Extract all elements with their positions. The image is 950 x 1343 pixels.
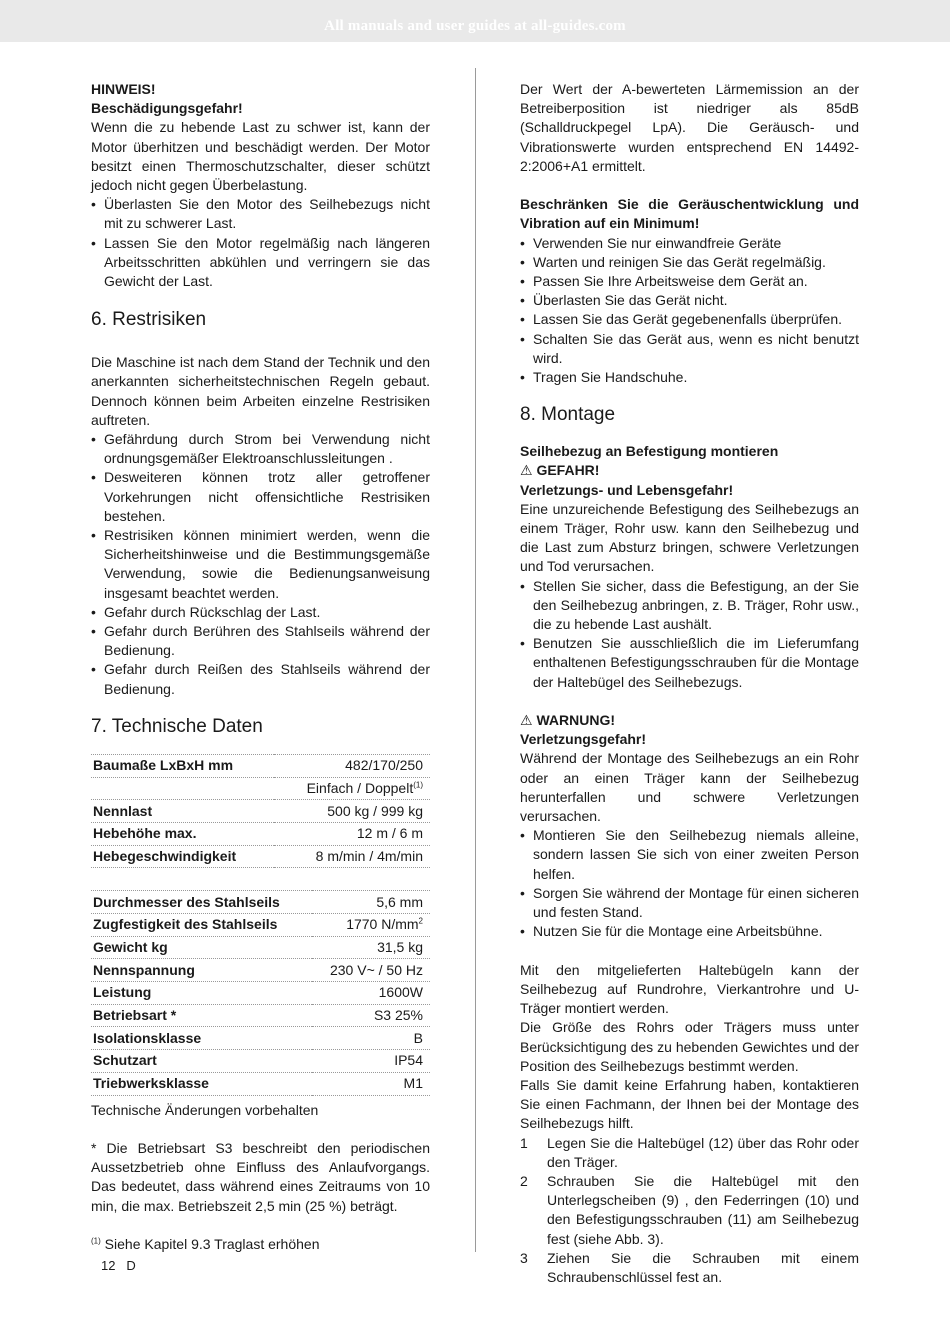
noise-list [520,234,859,388]
table-row [91,1050,430,1073]
spec-value [274,777,430,800]
column-divider [475,68,476,1252]
spec-key: Nennspannung [91,959,312,982]
list-item: • Lassen Sie den Motor regelmäßig nach längeren Arbeitsschritten abkühlen und verringern sie das Gewicht der Last. [91,234,430,292]
spec-value-text: 1770 N/mm [346,916,419,933]
warning-title-text: WARNUNG! [536,712,615,729]
section-6-list [91,430,430,699]
spec-value: 482/170/250 [274,754,430,777]
noise-heading: Beschränken Sie die Geräuschentwicklung und Vibration auf ein Minimum! [520,196,859,232]
page-number: 12 [101,1258,116,1273]
language-code: D [126,1258,136,1273]
step-item [520,1134,859,1172]
list-item: • Warten und reinigen Sie das Gerät regelmäßig. [520,253,859,272]
spec-value: M1 [312,1072,430,1095]
list-item: • Gefährdung durch Strom bei Verwendung nicht ordnungsgemäßer Elektroanschlussleitungen . [91,430,430,468]
spec-key: Hebegeschwindigkeit [91,845,274,868]
table-row [91,1004,430,1027]
spec-key [91,777,274,800]
spec-key: Nennlast [91,800,274,823]
list-item: • Gefahr durch Berühren des Stahlseils während der Bedienung. [91,622,430,660]
list-item: • Lassen Sie das Gerät gegebenenfalls überprüfen. [520,310,859,329]
spec-value: S3 25% [312,1004,430,1027]
warning-icon: ⚠ [520,462,533,479]
step-number: 1 [520,1134,528,1151]
list-item: • Desweiteren können trotz aller getroffener Vorkehrungen nicht offensichtliche Restrisiken bestehen. [91,468,430,526]
spec-key: Schutzart [91,1050,312,1073]
table-row [91,777,430,800]
spec-value: 8 m/min / 4m/min [274,845,430,868]
footnote-text: Siehe Kapitel 9.3 Traglast erhöhen [100,1235,320,1252]
step-text: Ziehen Sie die Schrauben mit einem Schraubenschlüssel fest an. [547,1249,859,1285]
noise-text: Der Wert der A-bewerteten Lärmemission an der Betreiberposition ist niedriger als 85dB (Schalldruckpegel LpA). Die Geräusch- und Vibrationswerte wurden entsprechend EN 14492-2:2006+A1 ermittelt. [520,81,859,174]
site-banner[interactable]: All manuals and user guides at all-guides.com [0,0,950,42]
right-column [520,80,859,1287]
table-row [91,754,430,777]
list-item: • Schalten Sie das Gerät aus, wenn es nicht benutzt wird. [520,330,859,368]
danger-text: Eine unzureichende Befestigung des Seilhebezugs an einem Träger, Rohr usw. kann den Seilhebezug und die Last zum Absturz bringen, schwere Verletzungen und Tod verursachen. [520,500,859,575]
spec-key: Durchmesser des Stahlseils [91,891,312,914]
spec-value-text: Einfach / Doppelt [306,779,414,796]
table-row [91,800,430,823]
spec-key: Triebwerksklasse [91,1072,312,1095]
list-item: • Tragen Sie Handschuhe. [520,368,859,387]
danger-title-text: GEFAHR! [536,462,600,479]
step-text: Schrauben Sie die Haltebügel mit den Unterlegscheiben (9) , den Federringen (10) und den Befestigungsschrauben (11) am Seilhebezug fest (siehe Abb. 3). [547,1172,859,1247]
spec-key: Zugfestigkeit des Stahlseils [91,914,312,937]
table-row [91,936,430,959]
footnote-star: * Die Betriebsart S3 beschreibt den periodischen Aussetzbetrieb ohne Einfluss des Anlaufvorgangs. Das bedeutet, dass während eines Zeitraums von 10 min, die max. Betriebszeit 2,5 min (25 %) beträgt. [91,1139,430,1214]
spec-value: 230 V~ / 50 Hz [312,959,430,982]
spec-table-1 [91,754,430,868]
warning-title [520,711,859,730]
spec-value: B [312,1027,430,1050]
mount-paragraph-3: Falls Sie damit keine Erfahrung haben, kontaktieren Sie einen Fachmann, der Ihnen bei der Montage des Seilhebezugs hilft. [520,1076,859,1132]
table-row [91,1027,430,1050]
step-item [520,1249,859,1287]
mount-heading: Seilhebezug an Befestigung montieren [520,443,779,460]
mount-paragraph-1: Mit den mitgelieferten Haltebügeln kann der Seilhebezug auf Rundrohre, Vierkantrohre und U-Träger montiert werden. [520,961,859,1017]
list-item: • Gefahr durch Reißen des Stahlseils während der Bedienung. [91,660,430,698]
danger-list [520,577,859,692]
warning-list [520,826,859,941]
list-item: • Passen Sie Ihre Arbeitsweise dem Gerät an. [520,272,859,291]
step-text: Legen Sie die Haltebügel (12) über das Rohr oder den Träger. [547,1134,859,1170]
tech-note: Technische Änderungen vorbehalten [91,1101,319,1118]
spec-value: IP54 [312,1050,430,1073]
warning-text: Während der Montage des Seilhebezugs an ein Rohr oder an einen Träger kann der Seilhebezug herunterfallen und schwere Verletzungen verursachen. [520,750,859,825]
spec-value: 1600W [312,982,430,1005]
warning-icon: ⚠ [520,712,533,729]
footnote-mark: (1) [91,1236,101,1246]
table-row [91,822,430,845]
hinweis-title: HINWEIS! [91,81,156,97]
table-row [91,1072,430,1095]
list-item: • Nutzen Sie für die Montage eine Arbeitsbühne. [520,922,859,941]
table-row [91,959,430,982]
section-6-text: Die Maschine ist nach dem Stand der Technik und den anerkannten sicherheitstechnischen Regeln gebaut. Dennoch können beim Arbeiten einzelne Restrisiken auftreten. [91,354,430,428]
spec-key: Hebehöhe max. [91,822,274,845]
table-row [91,891,430,914]
spec-value [312,914,430,937]
list-item: • Restrisiken können minimiert werden, wenn die Sicherheitshinweise und die Bestimmungsgemäße Verwendung, sowie die Bedienungsanweisung insgesamt beachtet werden. [91,526,430,603]
spec-table-2 [91,890,430,1095]
list-item: • Stellen Sie sicher, dass die Befestigung, an der Sie den Seilhebezug anbringen, z. B. Träger, Rohr usw., die zu hebende Last aushält. [520,577,859,635]
page-footer [101,1258,136,1273]
list-item: • Verwenden Sie nur einwandfreie Geräte [520,234,859,253]
section-6-title: 6. Restrisiken [91,309,207,331]
table-row [91,914,430,937]
list-item: • Benutzen Sie ausschließlich die im Lieferumfang enthaltenen Befestigungsschrauben für die Montage der Haltebügel des Seilhebezugs. [520,634,859,692]
hinweis-list [91,195,430,291]
spec-key: Gewicht kg [91,936,312,959]
spec-value: 12 m / 6 m [274,822,430,845]
footnote-1 [91,1235,430,1254]
step-number: 2 [520,1172,528,1189]
danger-title [520,461,859,480]
list-item: • Überlasten Sie den Motor des Seilhebezugs nicht mit zu schwerer Last. [91,195,430,233]
list-item: • Gefahr durch Rückschlag der Last. [91,603,430,622]
step-item [520,1172,859,1249]
spec-value: 500 kg / 999 kg [274,800,430,823]
list-item: • Überlasten Sie das Gerät nicht. [520,291,859,310]
footnote-ref: (1) [413,780,423,790]
table-row [91,845,430,868]
mount-paragraph-2: Die Größe des Rohrs oder Trägers muss unter Berücksichtigung des zu hebenden Gewichtes und der Position des Seilhebezugs bestimmt werden. [520,1019,859,1074]
step-number: 3 [520,1249,528,1266]
spec-key: Betriebsart * [91,1004,312,1027]
left-column [91,80,430,1254]
hinweis-subtitle: Beschädigungsgefahr! [91,100,243,117]
list-item: • Montieren Sie den Seilhebezug niemals alleine, sondern lassen Sie sich von einer zweiten Person helfen. [520,826,859,884]
mount-steps [520,1134,859,1288]
hinweis-text: Wenn die zu hebende Last zu schwer ist, kann der Motor überhitzen und beschädigt werden. Der Motor besitzt einen Thermoschutzschalter, dieser schützt jedoch nicht gegen Überbelastung. [91,119,430,194]
list-item: • Sorgen Sie während der Montage für einen sicheren und festen Stand. [520,884,859,922]
warning-subtitle: Verletzungsgefahr! [520,731,647,748]
spec-key: Baumaße LxBxH mm [91,754,274,777]
section-7-title: 7. Technische Daten [91,715,263,737]
spec-key: Leistung [91,982,312,1005]
table-row [91,982,430,1005]
spec-key: Isolationsklasse [91,1027,312,1050]
superscript: 2 [418,916,423,926]
spec-value: 5,6 mm [312,891,430,914]
spec-value: 31,5 kg [312,936,430,959]
section-8-title: 8. Montage [520,404,616,426]
danger-subtitle: Verletzungs- und Lebensgefahr! [520,481,734,498]
